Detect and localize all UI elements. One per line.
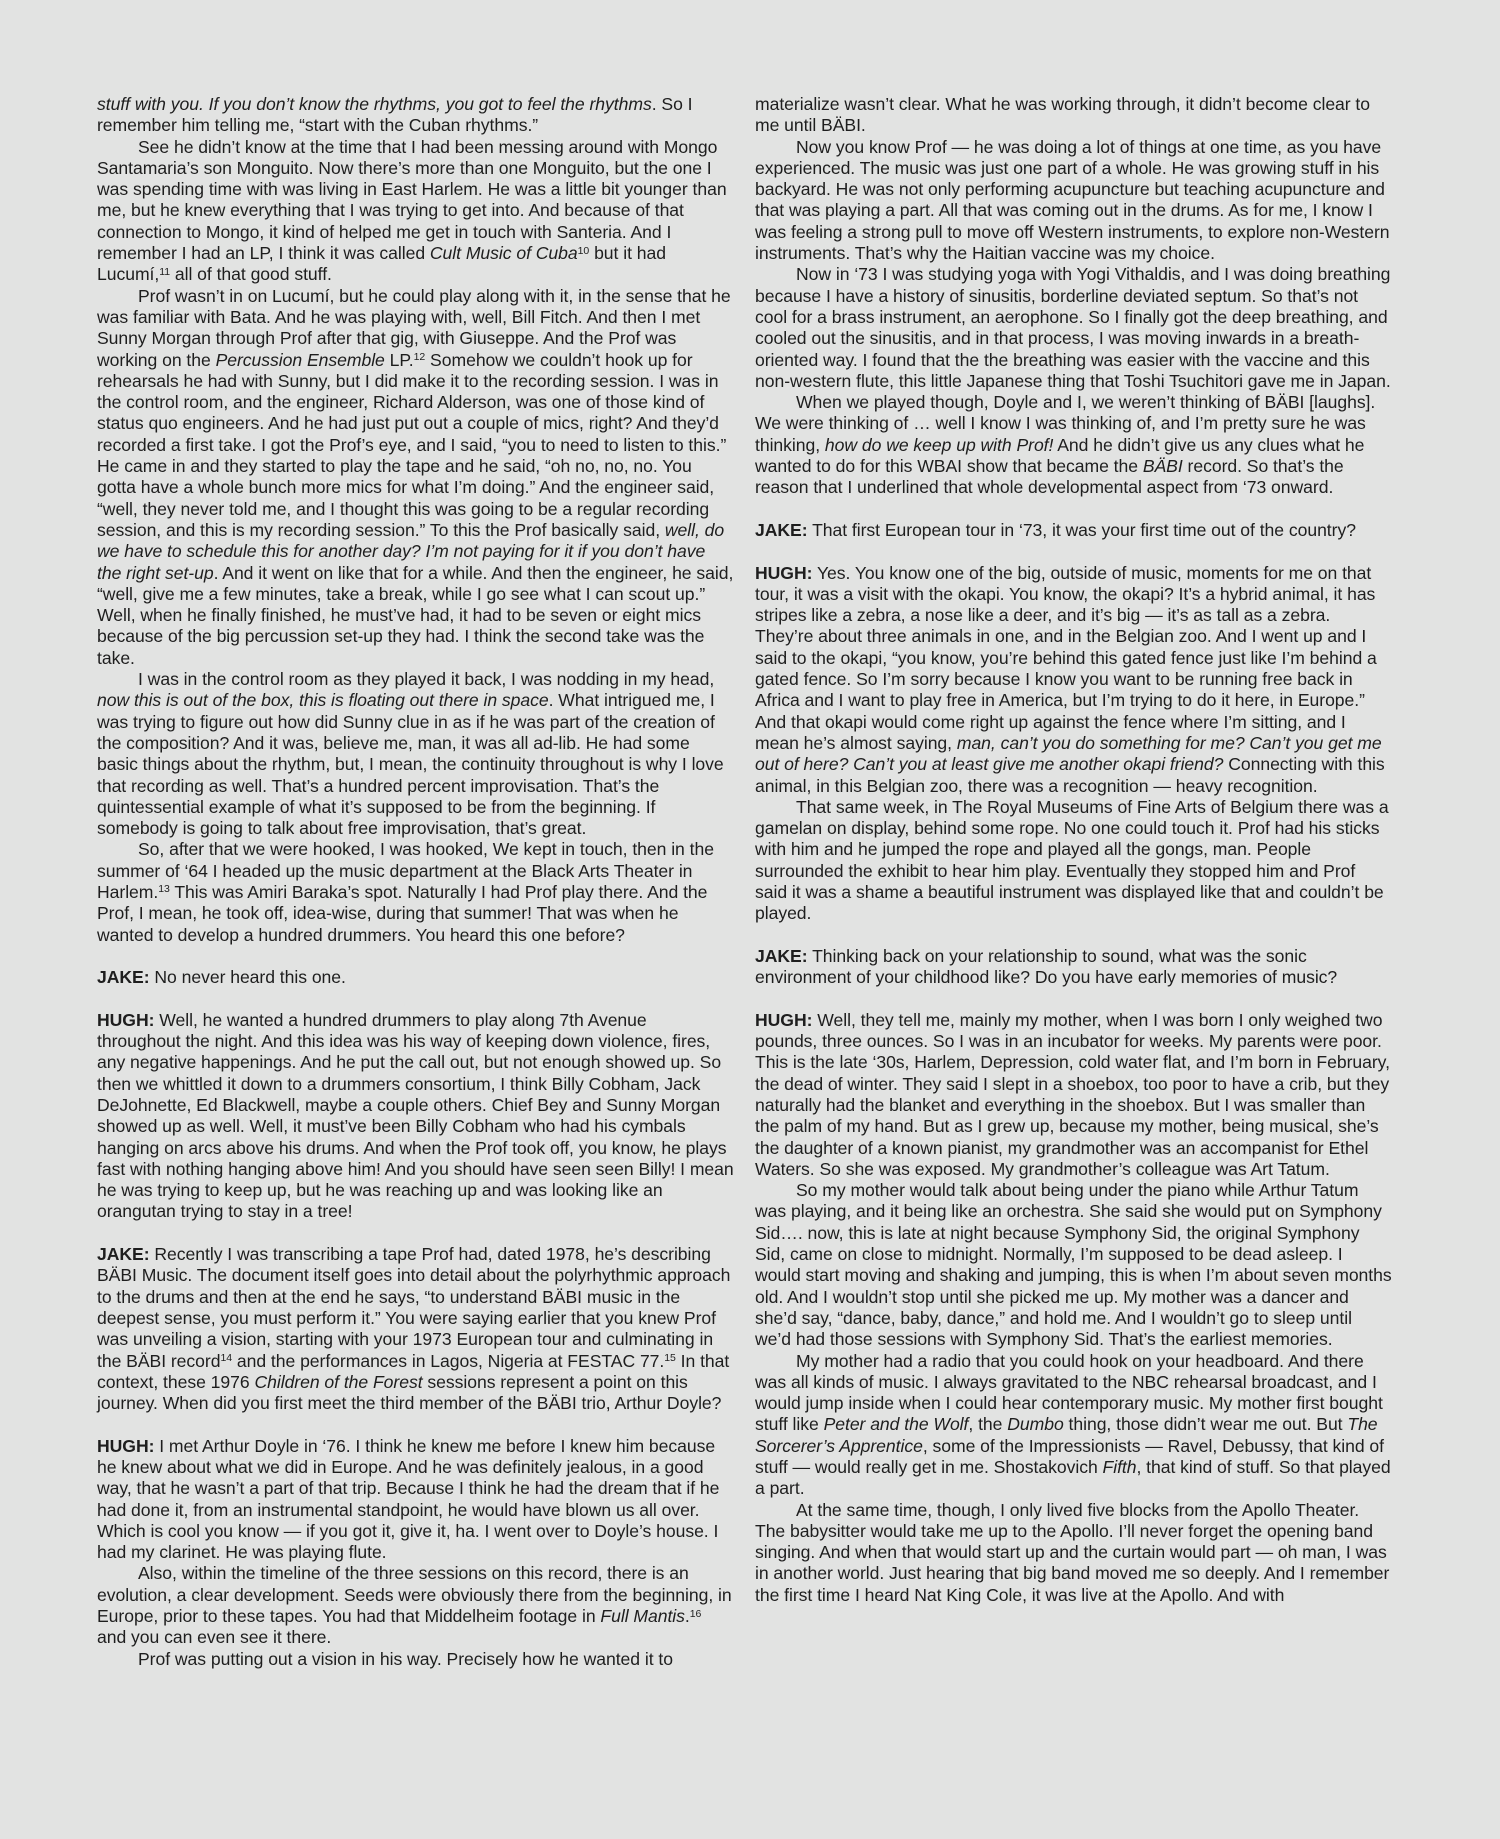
left-column	[97, 94, 734, 1670]
speaker-label: HUGH:	[97, 1009, 155, 1030]
footnote-reference: 16	[689, 1607, 702, 1620]
paragraph: That same week, in The Royal Museums of Fine Arts of Belgium there was a gamelan on display, behind some rope. No one could touch it. Prof had his sticks with him and he jumped the rope and played all the gongs, man. People surrounded the exhibit to hear him play. Eventually they stopped him and Prof said it was a shame a beautiful instrument was displayed like that and couldn’t be played.	[755, 796, 1389, 924]
footnote-reference: 14	[220, 1352, 233, 1365]
speaker-label: HUGH:	[755, 562, 813, 583]
footnote-reference: 13	[158, 883, 170, 896]
footnote-reference: 10	[577, 244, 590, 257]
right-column	[755, 94, 1392, 1606]
paragraph: My mother had a radio that you could hook on your headboard. And there was all kinds of music. I always gravitated to the NBC rehearsal broadcast, and I would jump inside when I could hear contemporary music. My mother first bought stuff like Peter and the Wolf, the Dumbo thing, those didn’t wear me out. But The Sorcerer’s Apprentice, some of the Impressionists — Ravel, Debussy, that kind of stuff — would really get in me. Shostakovich Fifth, that kind of stuff. So that played a part.	[755, 1350, 1391, 1499]
footnote-reference: 11	[159, 265, 171, 278]
paragraph: materialize wasn’t clear. What he was working through, it didn’t become clear to me until BÄBI.	[755, 94, 1371, 136]
speaker-label: JAKE:	[755, 945, 808, 966]
footnote-reference: 12	[413, 351, 426, 364]
paragraph: Now you know Prof — he was doing a lot of things at one time, as you have experienced. The music was just one part of a whole. He was growing stuff in his backyard. He was not only performing acupuncture but teaching acupuncture and that was playing a part. All that was coming out in the drums. As for me, I know I was feeling a strong pull to move off Western instruments, to explore non-Western instruments. That’s why the Haitian vaccine was my choice.	[755, 136, 1390, 264]
paragraph: So, after that we were hooked, I was hooked, We kept in touch, then in the summer of ‘64 I headed up the music department at the Black Arts Theater in Harlem.$^{13}$ This was Amiri Baraka’s spot. Naturally I had Prof play there. And the Prof, I mean, he took off, idea-wise, during that summer! That was when he wanted to develop a hundred drummers. You heard this one before?	[97, 839, 714, 945]
paragraph: See he didn’t know at the time that I had been messing around with Mongo Santamaria’s son Monguito. Now there’s more than one Monguito, but the one I was spending time with was living in East Harlem. He was a little bit younger than me, but he knew everything that I was trying to get into. And because of that connection to Mongo, it kind of helped me get in touch with Santeria. And I remember I had an LP, I think it was called Cult Music of Cuba$^{10}$ but it had Lucumí,$^{11}$ all of that good stuff.	[97, 136, 727, 285]
paragraph: stuff with you. If you don’t know the rhythms, you got to feel the rhythms. So I remember him telling me, “start with the Cuban rhythms.”	[97, 94, 693, 136]
paragraph: JAKE: Recently I was transcribing a tape Prof had, dated 1978, he’s describing BÄBI Music. The document itself goes into detail about the polyrhythmic approach to the drums and then at the end he says, “to understand BÄBI music in the deepest sense, you must perform it.” You were saying earlier that you knew Prof was unveiling a vision, starting with your 1973 European tour and culminating in the BÄBI record$^{14}$ and the performances in Lagos, Nigeria at FESTAC 77.15 In that context, these 1976 Children of the Forest sessions represent a point on this journey. When did you first meet the third member of the BÄBI trio, Arthur Doyle?	[97, 1244, 731, 1414]
paragraph: So my mother would talk about being under the piano while Arthur Tatum was playing, and it being like an orchestra. She said she would put on Symphony Sid…. now, this is late at night because Symphony Sid, the original Symphony Sid, came on close to midnight. Normally, I’m supposed to be dead asleep. I would start moving and shaking and jumping, this is when I’m about seven months old. And I wouldn’t stop until she picked me up. My mother was a dancer and she’d say, “dance, baby, dance,” and hold me. And I wouldn’t go to sleep until we’d had those sessions with Symphony Sid. That’s the earliest memories.	[755, 1180, 1392, 1350]
paragraph: Now in ‘73 I was studying yoga with Yogi Vithaldis, and I was doing breathing because I have a history of sinusitis, borderline deviated septum. So that’s not cool for a brass instrument, an aerophone. So I finally got the deep breathing, and cooled out the sinusitis, and in that process, I was moving inwards in a breath-oriented way. I found that the the breathing was easier with the vaccine and this non-western flute, this little Japanese thing that Toshi Tsuchitori gave me in Japan.	[755, 264, 1391, 391]
paragraph: HUGH: Well, they tell me, mainly my mother, when I was born I only weighed two pounds, three ounces. So I was in an incubator for weeks. My parents were poor. This is the late ‘30s, Harlem, Depression, cold water flat, and I’m born in February, the dead of winter. They said I slept in a shoebox, too poor to have a crib, but they naturally had the blanket and everything in the shoebox. But I was smaller than the palm of my hand. But as I grew up, because my mother, being musical, she’s the daughter of a known pianist, my grandmother was an accompanist for Ethel Waters. So she was exposed. My grandmother’s colleague was Art Tatum.	[755, 1009, 1390, 1179]
paragraph: Prof was putting out a vision in his way. Precisely how he wanted it to	[138, 1648, 673, 1669]
paragraph: At the same time, though, I only lived five blocks from the Apollo Theater. The babysitter would take me up to the Apollo. I’ll never forget the opening band singing. And when that would start up and the curtain would part — oh man, I was in another world. Just hearing that big band moved me so deeply. And I remember the first time I heard Nat King Cole, it was live at the Apollo. And with	[755, 1499, 1390, 1605]
paragraph: I was in the control room as they played it back, I was nodding in my head, now this is out of the box, this is floating out there in space. What intrigued me, I was trying to figure out how did Sunny clue in as if he was part of the creation of the composition? And it was, believe me, man, it was all ad-lib. He had some basic things about the rhythm, but, I mean, the continuity throughout is why I love that recording as well. That’s a hundred percent improvisation. That’s the quintessential example of what it’s supposed to be from the beginning. If somebody is going to talk about free improvisation, that’s great.	[97, 669, 724, 839]
paragraph: Prof wasn’t in on Lucumí, but he could play along with it, in the sense that he was familiar with Bata. And he was playing with, well, Bill Fitch. And then I met Sunny Morgan through Prof after that gig, with Giuseppe. And the Prof was working on the Percussion Ensemble LP.$^{12}$ Somehow we couldn’t hook up for rehearsals he had with Sunny, but I did make it to the recording session. I was in the control room, and the engineer, Richard Alderson, was one of those kind of status quo engineers. And he had just put out a couple of mics, right? And they’d recorded a first take. I got the Prof’s eye, and I said, “you to need to listen to this.” He came in and they started to play the tape and he said, “oh no, no, no. You gotta have a whole bunch more mics for what I’m doing.” And the engineer said, “well, they never told me, and I thought this was going to be a regular recording session, and this is my recording session.” To this the Prof basically said, well, do we have to schedule this for another day? I’m not paying for it if you don’t have the right set-up. And it went on like that for a while. And then the engineer, he said, “well, give me a few minutes, take a break, while I go see what I can scout up.” Well, when he finally finished, he must’ve had, it had to be seven or eight mics because of the big percussion set-up they had. I think the second take was the take.	[97, 285, 734, 668]
paragraph: Also, within the timeline of the three sessions on this record, there is an evolution, a clear development. Seeds were obviously there from the beginning, in Europe, prior to these tapes. You had that Middelheim footage in Full Mantis.$^{16}$ and you can even see it there.	[97, 1563, 732, 1648]
speaker-label: HUGH:	[97, 1435, 155, 1456]
speaker-label: JAKE:	[97, 967, 150, 988]
speaker-label: JAKE:	[97, 1244, 150, 1265]
paragraph: HUGH: Yes. You know one of the big, outside of music, moments for me on that tour, it was a visit with the okapi. You know, the okapi? It’s a hybrid animal, it has stripes like a zebra, a nose like a deer, and it’s big — it’s as tall as a zebra. They’re about three animals in one, and in the Belgian zoo. And I went up and I said to the okapi, “you know, you’re behind this gated fence just like I’m behind a gated fence. So I’m sorry because I know you want to be running free back in Africa and I want to play free in America, but I’m trying to do it here, in Europe.” And that okapi would come right up against the fence where I’m sitting, and I mean he’s almost saying, man, can’t you do something for me? Can’t you get me out of here? Can’t you at least give me another okapi friend? Connecting with this animal, in this Belgian zoo, there was a recognition — heavy recognition.	[755, 562, 1385, 796]
paragraph: HUGH: Well, he wanted a hundred drummers to play along 7th Avenue throughout the night. And this idea was his way of keeping down violence, fires, any negative happenings. And he put the call out, but not enough showed up. So then we whittled it down to a drummers consortium, I think Billy Cobham, Jack DeJohnette, Ed Blackwell, maybe a couple others. Chief Bey and Sunny Morgan showed up as well. Well, it must’ve been Billy Cobham who had his cymbals hanging on arcs above his drums. And when the Prof took off, you know, he plays fast with nothing hanging above him! And you should have seen seen Billy! I mean he was trying to keep up, but he was reaching up and was looking like an orangutan trying to stay in a tree!	[97, 1009, 734, 1222]
paragraph: JAKE: Thinking back on your relationship to sound, what was the sonic environment of your childhood like? Do you have early memories of music?	[755, 945, 1338, 988]
speaker-label: HUGH:	[755, 1009, 813, 1030]
paragraph: When we played though, Doyle and I, we weren’t thinking of BÄBI [laughs]. We were thinking of … well I know I was thinking of, and I’m pretty sure he was thinking, how do we keep up with Prof! And he didn’t give us any clues what he wanted to do for this WBAI show that became the BÄBI record. So that’s the reason that I underlined that whole developmental aspect from ‘73 onward.	[755, 392, 1376, 498]
footnote-reference: 15	[664, 1352, 676, 1365]
paragraph: JAKE: No never heard this one.	[97, 967, 346, 988]
paragraph: JAKE: That first European tour in ‘73, it was your first time out of the country?	[755, 519, 1356, 540]
paragraph: HUGH: I met Arthur Doyle in ‘76. I think he knew me before I knew him because he knew about what we did in Europe. And he was definitely jealous, in a good way, that he wasn’t a part of that trip. Because I think he had the dream that if he had done it, from an instrumental standpoint, he would have blown us all over. Which is cool you know — if you got it, give it, ha. I went over to Doyle’s house. I had my clarinet. He was playing flute.	[97, 1435, 720, 1563]
speaker-label: JAKE:	[755, 519, 808, 540]
